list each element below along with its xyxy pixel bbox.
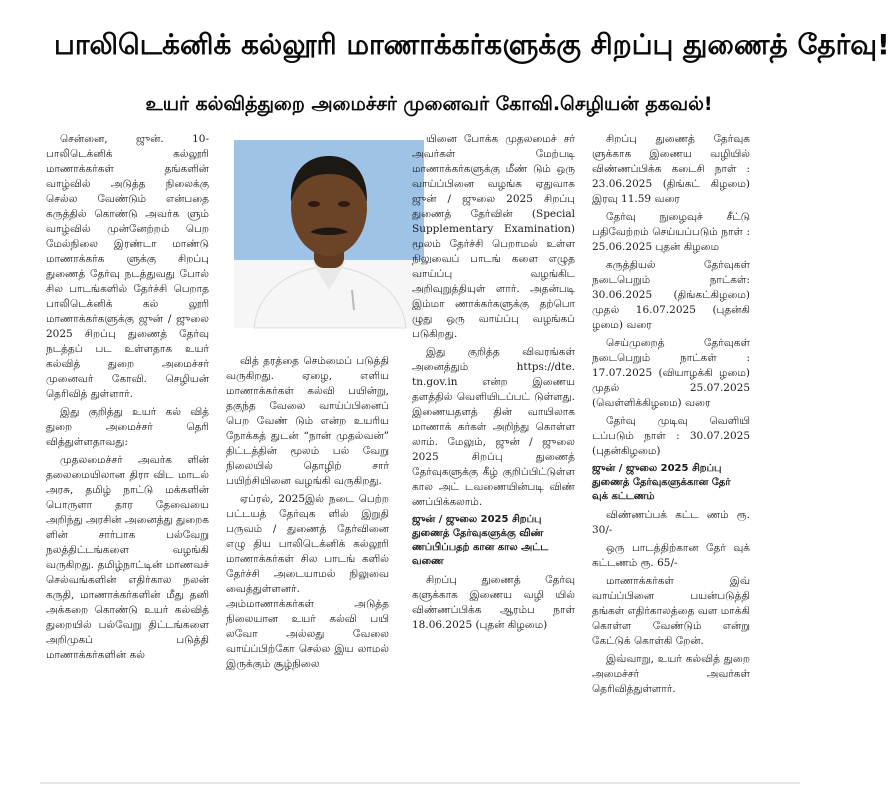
paragraph: விண்ணப்பக் கட்ட ணம் ரூ. 30/- xyxy=(592,509,750,536)
paragraph: ஏப்ரல், 2025இல் நடை பெற்ற பட்டயத் தேர்வுக ளில் இறுதி பருவம் / துணைத் தேர்வினை எழு திய பாலிடெக்னிக் கல்லூரி மாணாக்கர்கள் சில பாடங் களில் தேர்ச்சி அடையாமல் நிலுவை வைத்துள்ளனர். அம்மாணாக்கர்கள் அடுத்த நிலையான உயர் கல்வி பயி லவோ அல்லது வேலை வாய்ப்பிற்கோ செல்ல இய லாமல் இருக்கும் சூழ்நிலை xyxy=(226,493,389,670)
headline: பாலிடெக்னிக் கல்லூரி மாணாக்கர்களுக்கு சிறப்பு துணைத் தேர்வு! xyxy=(54,28,890,61)
minister-portrait-icon xyxy=(234,140,424,328)
newspaper-page xyxy=(40,14,890,784)
article-column-1 xyxy=(46,132,209,774)
paragraph: தேர்வு நுழைவுச் சீட்டு பதிவேற்றம் செய்யப்படும் நாள் : 25.06.2025 புதன் கிழமை xyxy=(592,211,750,253)
paragraph: ஒரு பாடத்திற்கான தேர் வுக் கட்டணம் ரூ. 65/- xyxy=(592,542,750,569)
left-eye xyxy=(308,201,320,207)
paragraph: யினை போக்க முதலமைச் சர் அவர்கள் மேற்படி மாணாக்கர்களுக்கு மீண் டும் ஒரு வாய்ப்பினை வழங்க ஏதுவாக ஜுன் / ஜுலை 2025 சிறப்பு துணைத் தேர்வின் (Special Supplementary Examination) மூலம் தேர்ச்சி பெறாமல் உள்ள நிலுவைப் பாடங் களை எழுத வாய்ப்பு வழங்கிட அறிவுறுத்தியுள் ளார். அதன்படி இம்மா ணாக்கர்களுக்கு தற்பொ ழுது ஒரு வாய்ப்பு வழங்கப் படுகிறது. xyxy=(412,133,575,340)
fee-subheading: ஜுன் / ஜுலை 2025 சிறப்பு துணைத் தேர்வுகளுக்கான தேர் வுக் கட்டணம் xyxy=(592,463,731,502)
paragraph: இது குறித்த விவரங்கள் அனைத்தும் https://dte. tn.gov.in என்ற இணைய தளத்தில் வெளியிடப்பட் டுள்ளது. இணையதளத் தின் வாயிலாக மாணாக் கர்கள் அறிந்து கொள்ள லாம். மேலும், ஜுன் / ஜுலை 2025 சிறப்பு துணைத் தேர்வுகளுக்கு கீழ் குறிப்பிட்டுள்ள கால அட் டவணையின்படி விண் ணப்பிக்கலாம். xyxy=(412,346,575,508)
article-column-2 xyxy=(226,354,389,774)
paragraph: வித் தரத்தை செம்மைப் படுத்தி வருகிறது. ஏழை, எளிய மாணாக்கர்கள் கல்வி பயின்று, தகுந்த வேலை வாய்ப்பினைப் பெற வேண் டும் என்ற உயரிய நோக்கத் துடன் “நான் முதல்வன்” திட்டத்தின் மூலம் பல் வேறு நிலையில் தொழிற் சார் பயிற்சியினை வழங்கி வருகிறது. xyxy=(226,355,389,487)
article-column-3 xyxy=(412,132,575,774)
minister-photo xyxy=(234,140,424,328)
paragraph: முதலமைச்சர் அவர்க ளின் தலைமையிலான திரா விட மாடல் அரசு, தமிழ் நாட்டு மக்களின் பொருளா தார தேவையை அறிந்து அரசின் அனைத்து துறைக ளின் சார்பாக பல்வேறு நலத்திட்டங்களை வழங்கி வருகிறது. தமிழ்நாட்டின் மாணவச் செல்வங்களின் எதிர்கால நலன் கருதி, மாணாக்கர்களின் மீது தனி அக்கறை கொண்டு உயர் கல்வித் துறையில் பல்வேறு திட்டங்களை அறிமுகப் படுத்தி மாணாக்கர்களின் கல் xyxy=(46,454,209,661)
paragraph: தேர்வு முடிவு வெளியி டப்படும் நாள் : 30.07.2025 (புதன்கிழமை) xyxy=(592,415,750,457)
subheadline: உயர் கல்வித்துறை அமைச்சர் முனைவர் கோவி.செழியன் தகவல்! xyxy=(145,93,713,115)
paragraph: இவ்வாறு, உயர் கல்வித் துறை அமைச்சர் அவர்கள் தெரிவித்துள்ளார். xyxy=(592,653,750,695)
paragraph: மாணாக்கர்கள் இவ் வாய்ப்பினை பயன்படுத்தி தங்கள் எதிர்காலத்தை வள மாக்கி கொள்ள வேண்டும் என்று கேட்டுக் கொள்கி றேன். xyxy=(592,575,750,647)
paragraph: சிறப்பு துணைத் தேர்வு களுக்காக இணைய வழி யில் விண்ணப்பிக்க ஆரம்ப நாள் 18.06.2025 (புதன் கிழமை) xyxy=(412,574,575,631)
paragraph: சென்னை, ஜுன். 10- பாலிடெக்னிக் கல்லூரி மாணாக்கர்கள் தங்களின் வாழ்வில் அடுத்த நிலைக்கு செல்ல வேண்டும் என்பதை கருத்தில் கொண்டு அவர்க ளும் வாழ்வில் முன்னேற்றம் பெற மேல்நிலை இரண்டா மாண்டு மாணாக்கர்க ளுக்கு சிறப்பு துணைத் தேர்வு நடத்துவது போல் சில பாடங்களில் தேர்ச்சி பெறாத பாலிடெக்னிக் கல் லூரி மாணாக்கர்களுக்கு ஜுன் / ஜுலை 2025 சிறப்பு துணைத் தேர்வு நடத்தப் பட உள்ளதாக உயர் கல்வித் துறை அமைச்சர் முனைவர் கோவி. செழியன் தெரிவித் துள்ளார். xyxy=(46,133,209,400)
right-eye xyxy=(338,201,350,207)
schedule-subheading: ஜுன் / ஜுலை 2025 சிறப்பு துணைத் தேர்வுகளுக்கு விண் ணப்பிப்பதற் கான கால அட்ட வணை xyxy=(412,514,549,567)
paragraph: சிறப்பு துணைத் தேர்வுக ளுக்காக இணைய வழியில் விண்ணப்பிக்க கடைசி நாள் : 23.06.2025 (திங்கட் கிழமை) இரவு 11.59 வரை xyxy=(592,133,750,205)
paragraph: இது குறித்து உயர் கல் வித் துறை அமைச்சர் தெரி வித்துள்ளதாவது: xyxy=(46,406,209,448)
paragraph: கருத்தியல் தேர்வுகள் நடைபெறும் நாட்கள்: 30.06.2025 (திங்கட்கிழமை) முதல் 16.07.2025 (புதன்கி ழமை) வரை xyxy=(592,259,750,331)
paragraph: செய்முறைத் தேர்வுகள் நடைபெறும் நாட்கள் : 17.07.2025 (வியாழக்கி ழமை) முதல் 25.07.2025 (வெள்ளிக்கிழமை) வரை xyxy=(592,337,750,409)
article-column-4 xyxy=(592,132,750,774)
page-bottom-divider xyxy=(40,782,800,784)
